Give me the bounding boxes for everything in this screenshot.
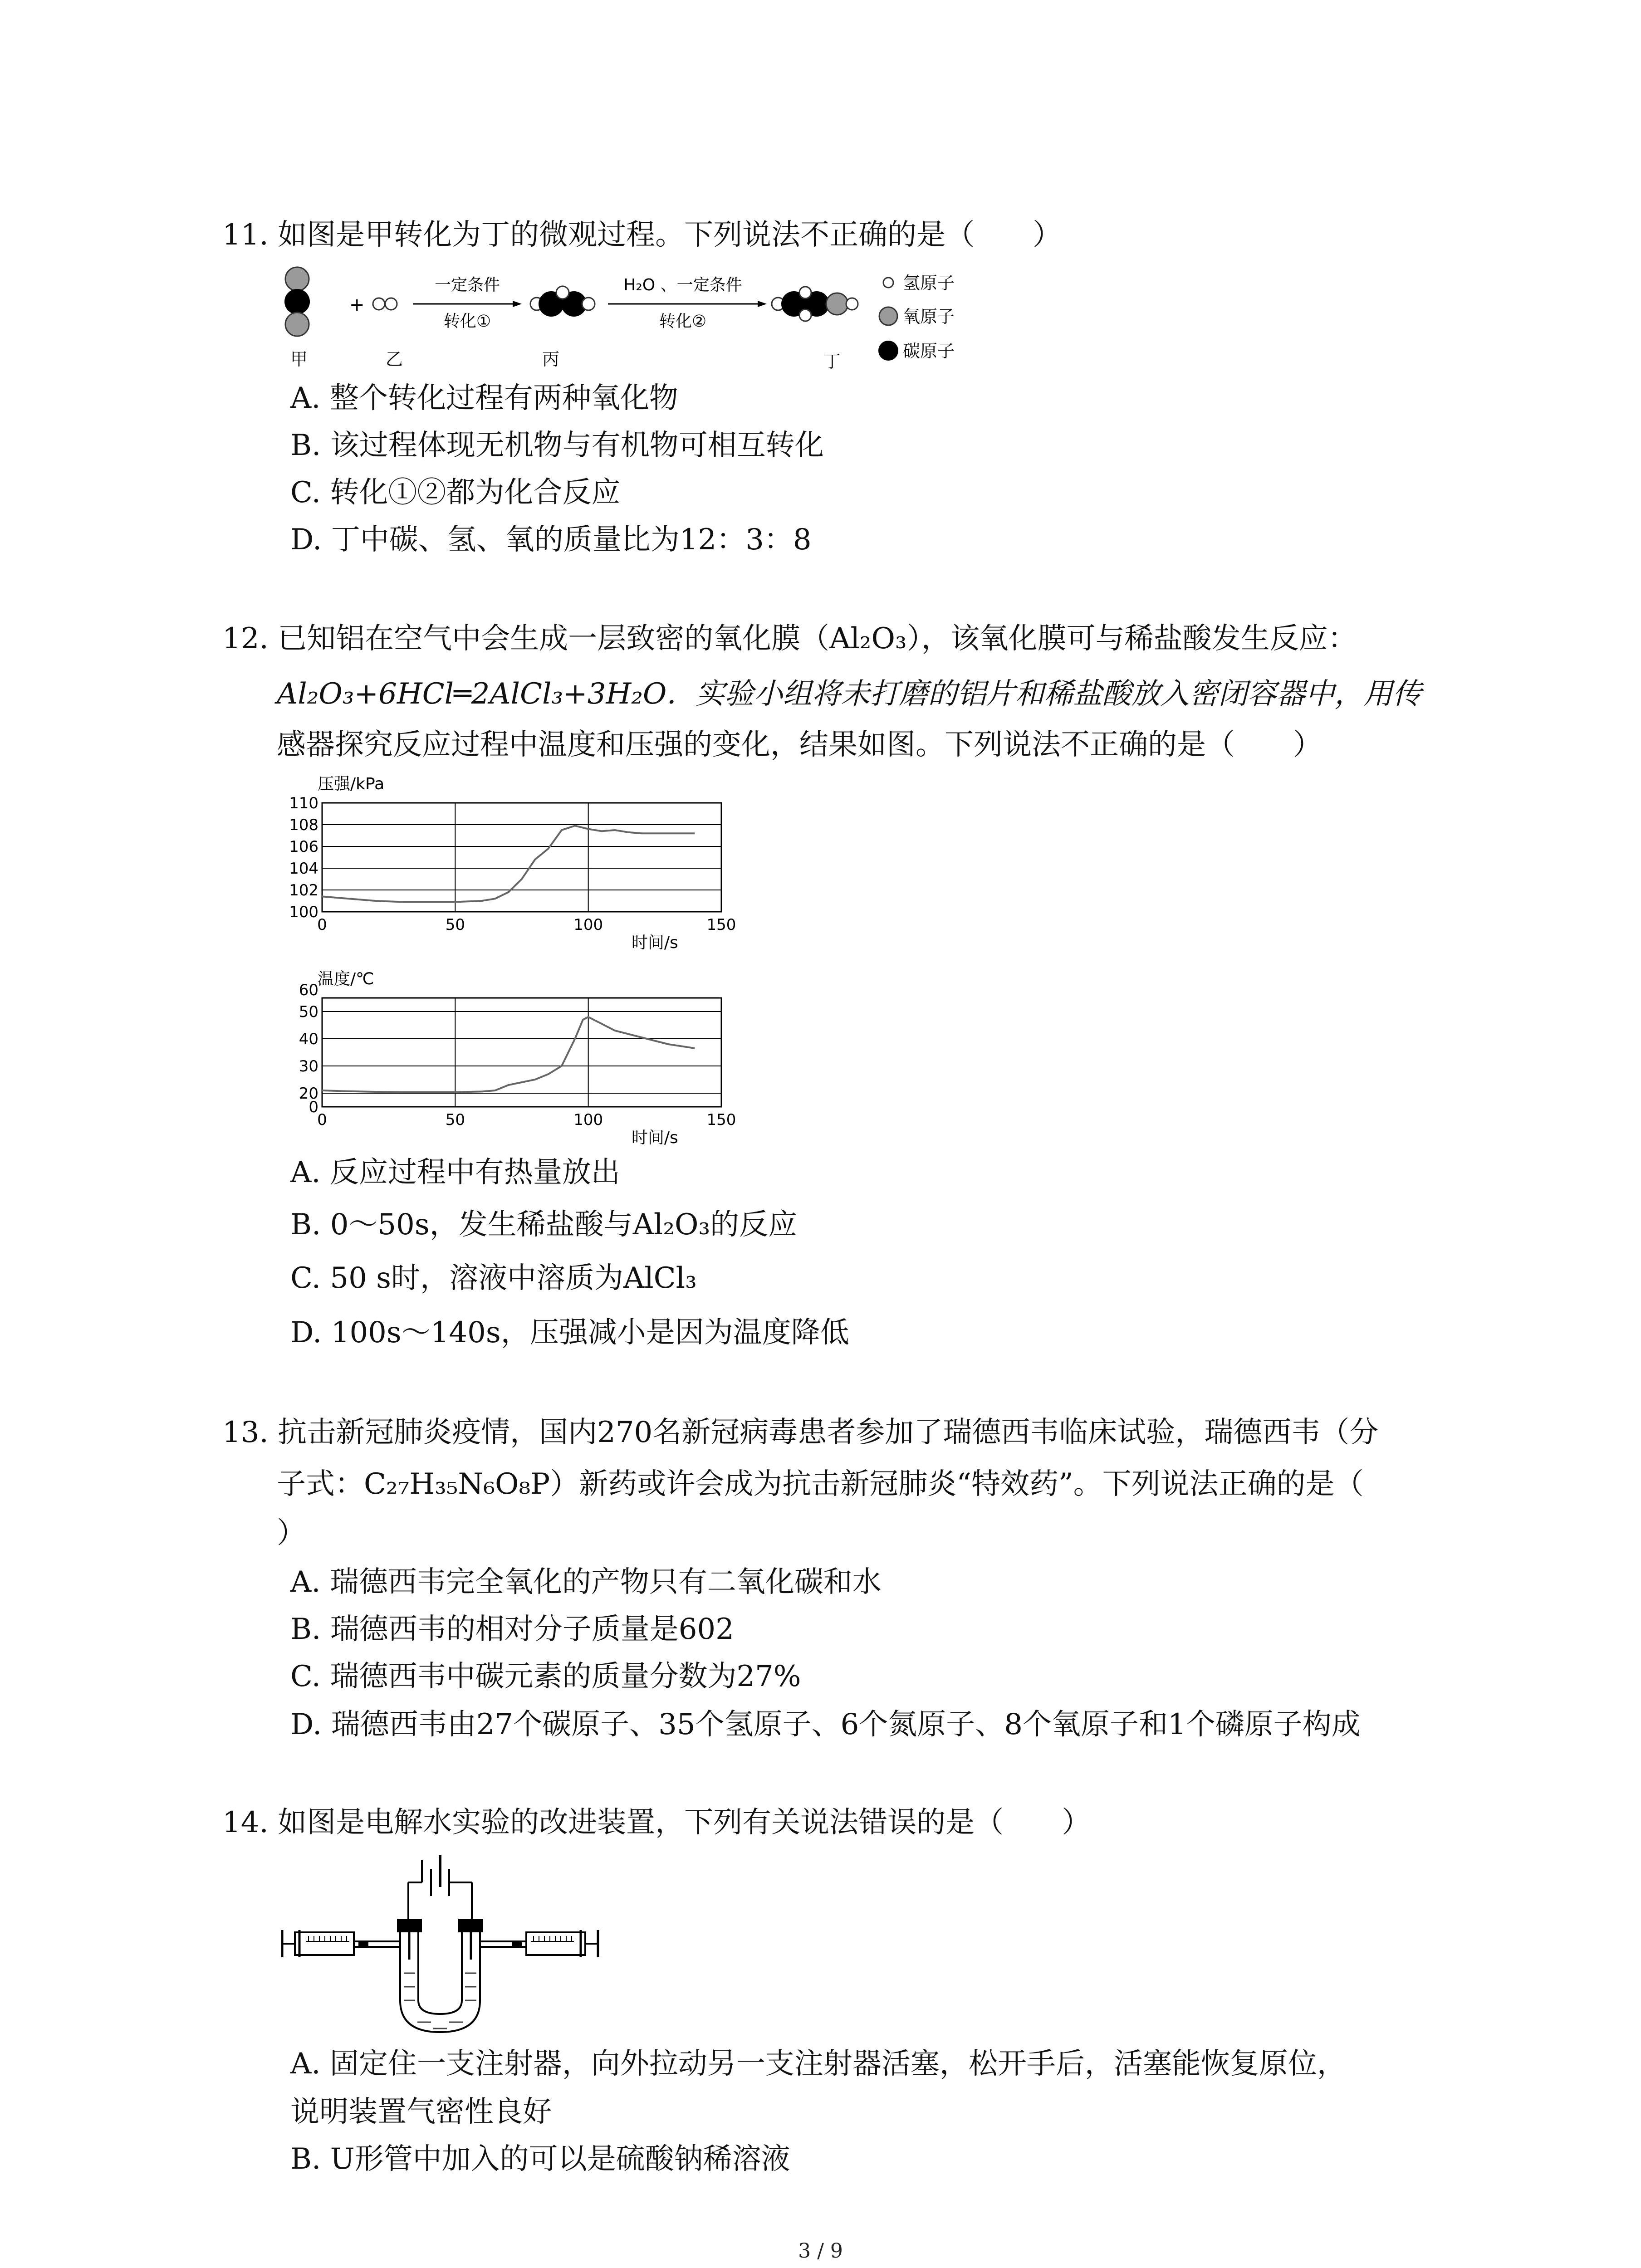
arrow1-bottom-label: 转化① [443, 312, 491, 331]
pressure-chart [272, 771, 771, 962]
plot-frame [322, 998, 721, 1107]
question-11-stem: 11. 如图是甲转化为丁的微观过程。下列说法不正确的是（ ） [222, 218, 1062, 252]
electrolysis-apparatus-figure [281, 1851, 690, 2041]
y-tick-label: 50 [299, 1003, 318, 1021]
y-tick-label: 102 [289, 881, 318, 899]
question-13-option-b[interactable]: B. 瑞德西韦的相对分子质量是602 [290, 1613, 734, 1646]
x-tick-label: 100 [573, 1111, 603, 1129]
legend-oxygen: 氧原子 [903, 307, 955, 327]
x-tick-label: 0 [317, 916, 327, 934]
x-tick-label: 150 [706, 1111, 736, 1129]
question-14-stem: 14. 如图是电解水实验的改进装置，下列有关说法错误的是（ ） [222, 1806, 1091, 1839]
y-axis-label: 温度/℃ [318, 970, 374, 988]
x-tick-label: 150 [706, 916, 736, 934]
legend-hydrogen: 氢原子 [903, 273, 955, 293]
question-11-option-d[interactable]: D. 丁中碳、氢、氧的质量比为12：3：8 [290, 523, 812, 557]
plot-frame [322, 803, 721, 912]
x-tick-label: 100 [573, 916, 603, 934]
arrow1-top-label: 一定条件 [434, 276, 500, 294]
y-tick-label: 104 [289, 860, 318, 878]
question-13-option-d[interactable]: D. 瑞德西韦由27个碳原子、35个氢原子、6个氮原子、8个氧原子和1个磷原子构成 [290, 1708, 1361, 1741]
question-11-figure [281, 265, 989, 383]
question-14-option-b[interactable]: B. U形管中加入的可以是硫酸钠稀溶液 [290, 2142, 790, 2176]
question-13-option-a[interactable]: A. 瑞德西韦完全氧化的产物只有二氧化碳和水 [290, 1565, 882, 1599]
question-12-option-a[interactable]: A. 反应过程中有热量放出 [290, 1156, 620, 1189]
question-13-stem-line1: 13. 抗击新冠肺炎疫情，国内270名新冠病毒患者参加了瑞德西韦临床试验，瑞德西韦（分 [222, 1416, 1379, 1449]
arrow2-top-label: H₂O 、一定条件 [623, 276, 742, 294]
label-bing: 丙 [542, 349, 560, 369]
x-tick-label: 50 [445, 916, 465, 934]
x-tick-label: 0 [317, 1111, 327, 1129]
x-axis-label: 时间/s [631, 1129, 678, 1147]
question-12-option-d[interactable]: D. 100s～140s，压强减小是因为温度降低 [290, 1316, 849, 1349]
y-tick-label: 108 [289, 816, 318, 834]
question-14-option-a[interactable]: A. 固定住一支注射器，向外拉动另一支注射器活塞，松开手后，活塞能恢复原位， [290, 2047, 1346, 2081]
y-tick-label: 60 [299, 981, 318, 999]
y-tick-label: 110 [289, 794, 318, 812]
label-jia: 甲 [290, 349, 308, 369]
plus-sign: + [349, 294, 365, 315]
question-13-stem-line2: 子式：C₂₇H₃₅N₆O₈P）新药或许会成为抗击新冠肺炎“特效药”。下列说法正确的是（ [277, 1467, 1364, 1501]
y-axis-label: 压强/kPa [318, 775, 385, 793]
label-yi: 乙 [386, 349, 403, 369]
legend-carbon: 碳原子 [903, 341, 955, 361]
x-axis-label: 时间/s [631, 934, 678, 952]
question-11-option-c[interactable]: C. 转化①②都为化合反应 [290, 476, 621, 509]
arrow2-bottom-label: 转化② [659, 312, 707, 331]
question-14-option-a-continued: 说明装置气密性良好 [290, 2095, 552, 2129]
y-tick-label: 30 [299, 1057, 318, 1075]
y-tick-label: 100 [289, 903, 318, 921]
y-tick-label: 40 [299, 1030, 318, 1048]
x-tick-label: 50 [445, 1111, 465, 1129]
question-12-option-c[interactable]: C. 50 s时，溶液中溶质为AlCl₃ [290, 1261, 697, 1295]
y-tick-label: 20 [299, 1085, 318, 1103]
label-ding: 丁 [823, 352, 841, 371]
question-12-stem-line3: 感器探究反应过程中温度和压强的变化，结果如图。下列说法不正确的是（ ） [277, 728, 1322, 762]
question-12-stem-line1: 12. 已知铝在空气中会生成一层致密的氧化膜（Al₂O₃），该氧化膜可与稀盐酸发生反应： [222, 622, 1357, 655]
question-11-option-b[interactable]: B. 该过程体现无机物与有机物可相互转化 [290, 429, 824, 462]
y-tick-label: 0 [309, 1098, 318, 1116]
series-line [322, 826, 695, 902]
temperature-chart [272, 962, 771, 1157]
question-13-stem-line3: ） [277, 1516, 306, 1550]
question-12-option-b[interactable]: B. 0～50s，发生稀盐酸与Al₂O₃的反应 [290, 1208, 798, 1242]
page-number: 3 / 9 [798, 2239, 843, 2263]
question-12-stem-line2: Al₂O₃+6HCl═2AlCl₃+3H₂O．实验小组将未打磨的铝片和稀盐酸放入密闭容器中，用传 [277, 677, 1422, 711]
question-13-option-c[interactable]: C. 瑞德西韦中碳元素的质量分数为27% [290, 1660, 801, 1693]
question-11-option-a[interactable]: A. 整个转化过程有两种氧化物 [290, 381, 678, 415]
series-line [322, 1017, 695, 1092]
y-tick-label: 106 [289, 838, 318, 856]
